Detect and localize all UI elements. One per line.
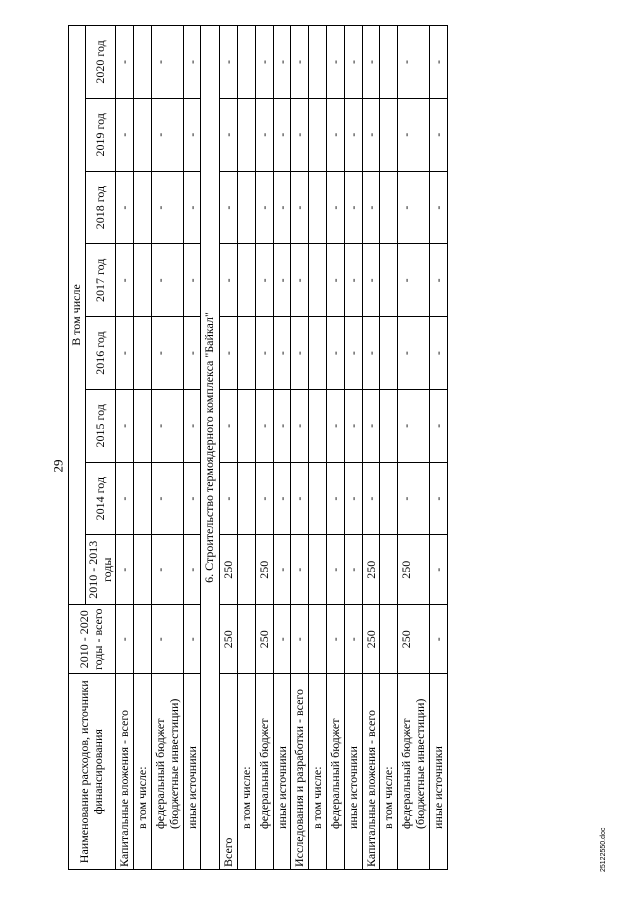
row-value: -: [183, 317, 201, 390]
header-year: 2019 год: [85, 98, 116, 171]
row-label: Всего: [220, 674, 238, 870]
row-value: [380, 26, 398, 99]
row-value: -: [429, 605, 447, 675]
row-label: федеральный бюджет (бюджетные инвестиции): [398, 674, 430, 870]
row-value: -: [116, 462, 134, 535]
row-value: [237, 605, 255, 675]
row-value: [134, 605, 152, 675]
row-value: -: [326, 389, 344, 462]
row-value: -: [151, 171, 183, 244]
row-value: -: [273, 171, 291, 244]
row-value: [237, 26, 255, 99]
table-row: [326, 26, 344, 870]
row-label: иные источники: [344, 674, 362, 870]
row-value: -: [344, 605, 362, 675]
row-label: иные источники: [429, 674, 447, 870]
row-value: [237, 535, 255, 605]
header-year: 2020 год: [85, 26, 116, 99]
header-name: Наименование расходов, источники финансирования: [69, 674, 116, 870]
row-value: -: [429, 171, 447, 244]
table-row: [380, 26, 398, 870]
row-value: -: [398, 98, 430, 171]
row-value: -: [291, 98, 309, 171]
row-value: -: [273, 244, 291, 317]
row-value: [309, 244, 327, 317]
table-row: [398, 26, 430, 870]
row-label: в том числе:: [309, 674, 327, 870]
row-value: -: [326, 605, 344, 675]
row-value: -: [429, 317, 447, 390]
row-value: -: [291, 171, 309, 244]
row-value: -: [344, 317, 362, 390]
row-value: -: [344, 171, 362, 244]
row-value: -: [151, 98, 183, 171]
row-value: -: [291, 317, 309, 390]
row-value: [309, 535, 327, 605]
row-value: [237, 244, 255, 317]
row-value: -: [326, 98, 344, 171]
row-value: [134, 244, 152, 317]
row-value: -: [255, 26, 273, 99]
row-value: -: [429, 462, 447, 535]
row-value: -: [344, 535, 362, 605]
row-value: -: [429, 389, 447, 462]
row-value: -: [398, 389, 430, 462]
row-value: [380, 535, 398, 605]
table-row: [344, 26, 362, 870]
row-value: -: [183, 244, 201, 317]
table-row: [183, 26, 201, 870]
row-value: [309, 605, 327, 675]
row-value: -: [183, 605, 201, 675]
row-value: [237, 462, 255, 535]
row-value: -: [398, 244, 430, 317]
row-value: [380, 389, 398, 462]
row-value: -: [255, 317, 273, 390]
row-value: -: [255, 462, 273, 535]
row-value: -: [220, 317, 238, 390]
row-value: -: [183, 389, 201, 462]
row-value: -: [151, 317, 183, 390]
header-year: 2017 год: [85, 244, 116, 317]
row-value: -: [398, 462, 430, 535]
row-value: -: [116, 171, 134, 244]
row-label: Капитальные вложения - всего: [116, 674, 134, 870]
row-value: -: [362, 244, 380, 317]
row-value: -: [116, 317, 134, 390]
row-value: [380, 171, 398, 244]
row-value: -: [183, 535, 201, 605]
row-value: -: [183, 171, 201, 244]
row-value: -: [116, 389, 134, 462]
row-value: -: [255, 171, 273, 244]
row-value: -: [273, 389, 291, 462]
row-value: -: [116, 605, 134, 675]
row-value: -: [362, 317, 380, 390]
row-value: [309, 462, 327, 535]
row-value: -: [326, 26, 344, 99]
row-value: -: [291, 26, 309, 99]
row-value: 250: [220, 535, 238, 605]
row-value: -: [255, 244, 273, 317]
section-title: 6. Строительство термоядерного комплекса "Байкал": [201, 26, 220, 870]
row-value: [309, 26, 327, 99]
row-value: -: [362, 26, 380, 99]
page-number: 29: [50, 459, 66, 473]
header-in-that: В том числе: [69, 26, 86, 605]
row-value: -: [344, 462, 362, 535]
row-value: [237, 171, 255, 244]
row-value: -: [362, 462, 380, 535]
row-value: -: [220, 244, 238, 317]
row-value: -: [429, 535, 447, 605]
row-value: [380, 244, 398, 317]
row-label: Капитальные вложения - всего: [362, 674, 380, 870]
row-label: в том числе:: [237, 674, 255, 870]
row-value: [134, 317, 152, 390]
row-value: [134, 171, 152, 244]
header-year: 2014 год: [85, 462, 116, 535]
row-value: -: [151, 389, 183, 462]
row-label: Исследования и разработки - всего: [291, 674, 309, 870]
row-value: [237, 389, 255, 462]
header-year: 2016 год: [85, 317, 116, 390]
table-row: [291, 26, 309, 870]
header-total: 2010 - 2020 годы - всего: [69, 605, 116, 675]
row-label: федеральный бюджет: [255, 674, 273, 870]
table-row: [237, 26, 255, 870]
table-row: [273, 26, 291, 870]
row-value: 250: [255, 605, 273, 675]
header-year: 2015 год: [85, 389, 116, 462]
row-label: в том числе:: [380, 674, 398, 870]
row-value: -: [344, 389, 362, 462]
row-value: -: [273, 462, 291, 535]
row-value: -: [116, 98, 134, 171]
row-value: 250: [362, 535, 380, 605]
row-value: -: [220, 171, 238, 244]
header-row-1: [69, 26, 86, 870]
section-row: [201, 26, 220, 870]
row-value: -: [398, 171, 430, 244]
row-value: [380, 317, 398, 390]
row-value: 250: [255, 535, 273, 605]
row-value: -: [362, 171, 380, 244]
row-value: -: [116, 244, 134, 317]
row-value: -: [398, 26, 430, 99]
row-value: -: [273, 26, 291, 99]
row-value: [309, 98, 327, 171]
row-value: -: [344, 26, 362, 99]
budget-table: [68, 25, 448, 870]
row-value: [134, 389, 152, 462]
row-value: -: [220, 462, 238, 535]
row-value: -: [362, 98, 380, 171]
row-value: -: [326, 317, 344, 390]
row-label: иные источники: [183, 674, 201, 870]
row-value: -: [429, 98, 447, 171]
row-value: -: [116, 26, 134, 99]
row-value: [237, 317, 255, 390]
row-value: [134, 462, 152, 535]
row-value: [380, 605, 398, 675]
row-value: [309, 171, 327, 244]
row-value: -: [326, 462, 344, 535]
row-value: -: [183, 26, 201, 99]
row-value: 250: [398, 535, 430, 605]
row-value: -: [291, 462, 309, 535]
row-value: -: [273, 317, 291, 390]
row-value: 250: [398, 605, 430, 675]
table-row: [309, 26, 327, 870]
row-value: -: [429, 26, 447, 99]
row-value: -: [255, 389, 273, 462]
header-year: 2018 год: [85, 171, 116, 244]
row-value: -: [291, 244, 309, 317]
row-value: -: [220, 26, 238, 99]
row-value: -: [220, 98, 238, 171]
row-value: -: [151, 462, 183, 535]
header-year: 2010 - 2013 годы: [85, 535, 116, 605]
table-row: [151, 26, 183, 870]
row-value: -: [326, 171, 344, 244]
row-value: -: [344, 98, 362, 171]
rotated-table-container: [68, 25, 578, 870]
table-row: [255, 26, 273, 870]
table-row: [116, 26, 134, 870]
row-value: -: [273, 535, 291, 605]
row-value: -: [398, 317, 430, 390]
row-value: -: [183, 462, 201, 535]
row-value: [309, 389, 327, 462]
row-value: -: [151, 535, 183, 605]
row-value: -: [151, 26, 183, 99]
row-value: -: [151, 244, 183, 317]
row-label: федеральный бюджет: [326, 674, 344, 870]
table-row: [134, 26, 152, 870]
row-value: -: [291, 605, 309, 675]
row-value: -: [151, 605, 183, 675]
row-value: -: [273, 98, 291, 171]
row-label: иные источники: [273, 674, 291, 870]
footer-filename: 25122550.doc: [600, 827, 607, 872]
row-value: [237, 98, 255, 171]
row-value: [134, 98, 152, 171]
row-value: 250: [220, 605, 238, 675]
row-value: -: [291, 535, 309, 605]
row-label: федеральный бюджет (бюджетные инвестиции): [151, 674, 183, 870]
row-value: -: [116, 535, 134, 605]
row-value: [309, 317, 327, 390]
row-value: [134, 26, 152, 99]
row-value: [380, 98, 398, 171]
row-value: [380, 462, 398, 535]
row-value: -: [273, 605, 291, 675]
table-row: [429, 26, 447, 870]
row-value: -: [344, 244, 362, 317]
row-value: -: [362, 389, 380, 462]
row-value: -: [429, 244, 447, 317]
table-body: [116, 26, 447, 870]
row-value: 250: [362, 605, 380, 675]
row-label: в том числе:: [134, 674, 152, 870]
row-value: -: [326, 535, 344, 605]
row-value: -: [183, 98, 201, 171]
row-value: -: [291, 389, 309, 462]
table-row: [220, 26, 238, 870]
row-value: -: [326, 244, 344, 317]
row-value: -: [255, 98, 273, 171]
row-value: -: [220, 389, 238, 462]
table-row: [362, 26, 380, 870]
row-value: [134, 535, 152, 605]
